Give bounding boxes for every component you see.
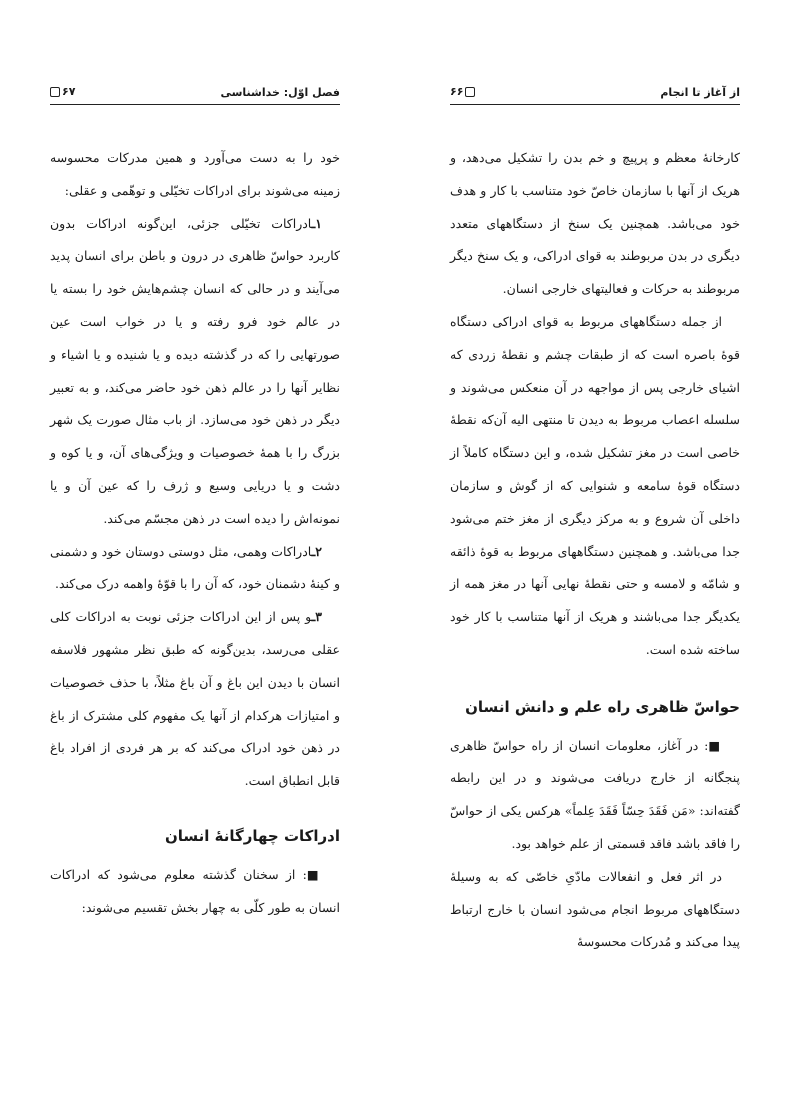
page-header bbox=[450, 84, 740, 105]
page-number-group bbox=[450, 85, 475, 98]
paragraph-text: و پس از این ادراکات جزئی نوبت به ادراکات کلی عقلی می‌رسد، بدین‌گونه که طبق نظر مشهور فلاسفه انسان با دیدن این باغ و آن باغ مثلاً، با حذف خصوصیات و امتیازات هرکدام از آنها یک مفهوم کلی مشترک از باغ در ذهن خود ادراک می‌کند که بر هر فردی از افراد باغ قابل انطباق است. bbox=[50, 609, 340, 789]
paragraph: کارخانهٔ معظم و پرپیچ و خم بدن را تشکیل می‌دهد، و هریک از آنها با سازمان خاصّ خود متناسب با کار و هدف خود می‌باشد. همچنین یک سنخ از دستگاههای متعدد دیگری در بدن مربوطند به قوای ادراکی، و یک سنخ دیگر مربوطند به حرکات و فعالیتهای خارجی انسان. bbox=[450, 150, 740, 297]
paragraph-text: ادراکات تخیّلی جزئی، این‌گونه ادراکات بدون کاربرد حواسّ ظاهری در درون و باطن برای انسان پدید می‌آیند و در حالی که انسان چشم‌هایش خود را بسته یا در عالم خود فرو رفته و یا در خواب است عین صورتهایی را که در گذشته دیده و یا شنیده و یا اشیاء و نظایر آنها را در عالم ذهن خود حاضر می‌کند، و به تعبیر دیگر در ذهن خود می‌سازد. از باب مثال صورت یک شهر بزرگ را با همهٔ خصوصیات و ویژگی‌های آن، و یا کوه و دشت و یا دریایی وسیع و ژرف را که عین آن و یا نمونه‌اش را دیده است در ذهن مجسّم می‌کند. bbox=[50, 215, 340, 526]
paragraph bbox=[50, 859, 340, 925]
left-page bbox=[50, 0, 340, 1100]
square-ornament-icon bbox=[465, 87, 475, 97]
paragraph: خود را به دست می‌آورد و همین مدرکات محسوسه زمینه می‌شوند برای ادراکات تخیّلی و توهّمی و عقلی: bbox=[50, 150, 340, 198]
header-title: فصل اوّل: خداشناسی bbox=[220, 86, 340, 99]
square-ornament-icon bbox=[50, 87, 60, 97]
header-title: از آغاز تا انجام bbox=[660, 86, 740, 99]
paragraph: در اثر فعل و انفعالات مادّیِ خاصّی که به وسیلهٔ دستگاههای مربوط انجام می‌شود انسان با خارج ارتباط پیدا می‌کند و مُدرکات محسوسهٔ bbox=[450, 868, 740, 950]
paragraph-text: : از سخنان گذشته معلوم می‌شود که ادراکات انسان به طور کلّی به چهار بخش تقسیم می‌شوند: bbox=[50, 866, 340, 915]
paragraph bbox=[450, 730, 740, 861]
page-number: ۶۷ bbox=[62, 85, 76, 98]
page-number-group bbox=[50, 85, 75, 98]
page-body bbox=[50, 142, 340, 924]
page-body bbox=[450, 142, 740, 959]
page-number: ۶۶ bbox=[450, 85, 464, 98]
paragraph: از جمله دستگاههای مربوط به قوای ادراکی دستگاه قوهٔ باصره است که از طبقات چشم و نقطهٔ زردی که اشیای خارجی پس از مواجهه در آن منعکس می‌شوند و سلسله اعصاب مربوط به دیدن تا منتهی الیه آن‌که نقطهٔ خاصی است در مغز تشکیل شده، و این دستگاه کاملاً از دستگاه قوهٔ سامعه و شنوایی که از گوش و سازمان داخلی آن شروع و به مرکز دیگری از مغز ختم می‌شود جدا می‌باشد. و همچنین دستگاههای مربوط به قوهٔ ذائقه و شامّه و لامسه و حتی نقطهٔ نهایی آنها در مغز همه از یکدیگر جدا می‌باشند و هریک از آنها متناسب با کار خود ساخته شده است. bbox=[450, 313, 740, 657]
paragraph-marker: ■ bbox=[306, 866, 322, 882]
item-number: ۱ـ bbox=[311, 215, 322, 231]
item-number: ۲ـ bbox=[311, 543, 322, 559]
item-number: ۳ـ bbox=[311, 609, 322, 625]
paragraph bbox=[50, 536, 340, 602]
paragraph-marker: ■ bbox=[708, 737, 722, 753]
paragraph bbox=[50, 208, 340, 536]
section-heading: حواسّ ظاهری راه علم و دانش انسان bbox=[465, 697, 740, 716]
paragraph-text: : در آغاز، معلومات انسان از راه حواسّ ظاهری پنجگانه از خارج دریافت می‌شوند و در این رابطه گفته‌اند: «مَن فَقَدَ حِسّاً فَقَدَ عِلماً» هرکس یکی از حواسّ را فاقد باشد فاقد قسمتی از علم خواهد بود. bbox=[450, 737, 740, 851]
paragraph bbox=[50, 601, 340, 798]
section-heading: ادراکات چهارگانهٔ انسان bbox=[164, 826, 340, 845]
page-header bbox=[50, 84, 340, 105]
right-page bbox=[450, 0, 740, 1100]
paragraph-text: ادراکات وهمی، مثل دوستی دوستان خود و دشمنی و کینهٔ دشمنان خود، که آن را با قوّهٔ واهمه درک می‌کند. bbox=[50, 543, 340, 592]
